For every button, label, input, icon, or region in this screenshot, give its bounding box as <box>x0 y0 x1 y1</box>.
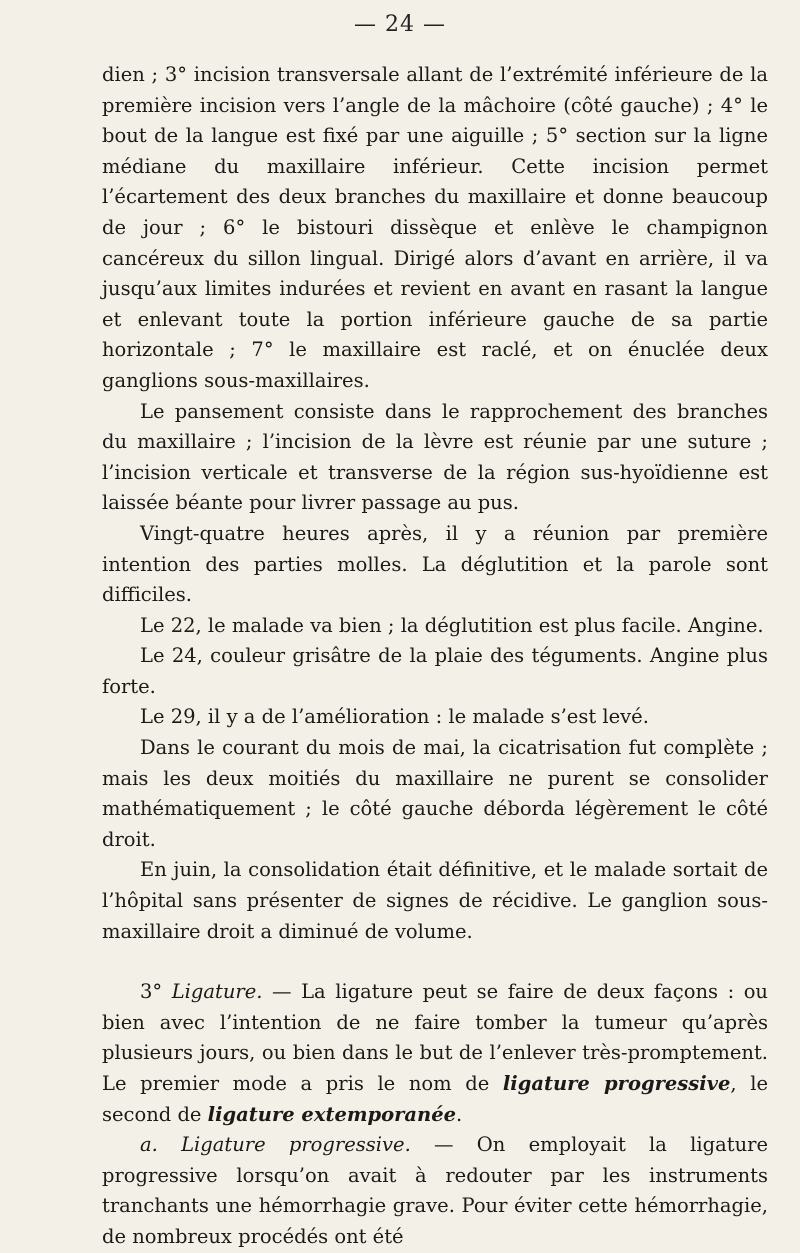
paragraph-day-29: Le 29, il y a de l’amélioration : le malade s’est levé. <box>140 705 649 729</box>
paragraph-day-24: Le 24, couleur grisâtre de la plaie des téguments. Angine plus forte. <box>102 644 768 698</box>
ligature-mid: , le second de <box>102 1072 768 1126</box>
paragraph-dressing: Le pansement consiste dans le rapprochement des branches du maxillaire ; l’incision de la lèvre est réunie par une suture ; l’incision verticale et transverse de la région sus-hyoïdienne est laissée béante pour livrer passage au pus. <box>102 399 768 515</box>
paragraph-may: Dans le courant du mois de mai, la cicatrisation fut complète ; mais les deux moitiés du maxillaire ne purent se consolider mathématiquement ; le côté gauche déborda légèrement le côté droit. <box>102 736 768 851</box>
term-extemporanee: ligature extemporanée <box>207 1102 457 1126</box>
paragraph-ligature <box>102 977 768 1130</box>
ligature-heading: Ligature. <box>171 980 263 1004</box>
paragraph-24-hours: Vingt-quatre heures après, il y a réunion par première intention des parties molles. La déglutition et la parole sont difficiles. <box>102 521 768 607</box>
progressive-text: — On employait la ligature progressive lorsqu’on avait à redouter par les instruments tranchants une hémorrhagie grave. Pour éviter cette hémorrhagie, de nombreux procédés ont été <box>102 1133 768 1248</box>
paragraph-progressive <box>102 1130 768 1252</box>
page-number: — 24 — <box>354 12 446 37</box>
ligature-end: . <box>456 1102 463 1126</box>
ligature-number: 3° <box>140 980 172 1004</box>
paragraph-operation-steps: dien ; 3° incision transversale allant de l’extrémité inférieure de la première incision vers l’angle de la mâchoire (côté gauche) ; 4° le bout de la langue est fixé par une aiguille ; 5° section sur la ligne médiane du maxillaire inférieur. Cette incision permet l’écartement des deux branches du maxillaire et donne beaucoup de jour ; 6° le bistouri dissèque et enlève le champignon cancéreux du sillon lingual. Dirigé alors d’avant en arrière, il va jusqu’aux limites indurées et revient en avant en rasant la langue et enlevant toute la portion inférieure gauche de sa partie horizontale ; 7° le maxillaire est raclé, et on énuclée deux ganglions sous-maxillaires. <box>102 63 768 392</box>
paragraph-day-22: Le 22, le malade va bien ; la déglutition est plus facile. Angine. <box>140 613 764 637</box>
progressive-heading: a. Ligature progressive. <box>140 1133 411 1157</box>
body-text <box>102 60 768 1253</box>
term-progressive: ligature progressive <box>502 1072 731 1095</box>
paragraph-june: En juin, la consolidation était définitive, et le malade sortait de l’hôpital sans présenter de signes de récidive. Le ganglion sous-maxillaire droit a diminué de volume. <box>102 858 768 943</box>
ligature-intro: — La ligature peut se faire de deux façons : ou bien avec l’intention de ne faire tomber la tumeur qu’après plusieurs jours, ou bien dans le but de l’enlever très-promptement. Le premier mode a pris le nom de <box>102 980 768 1095</box>
